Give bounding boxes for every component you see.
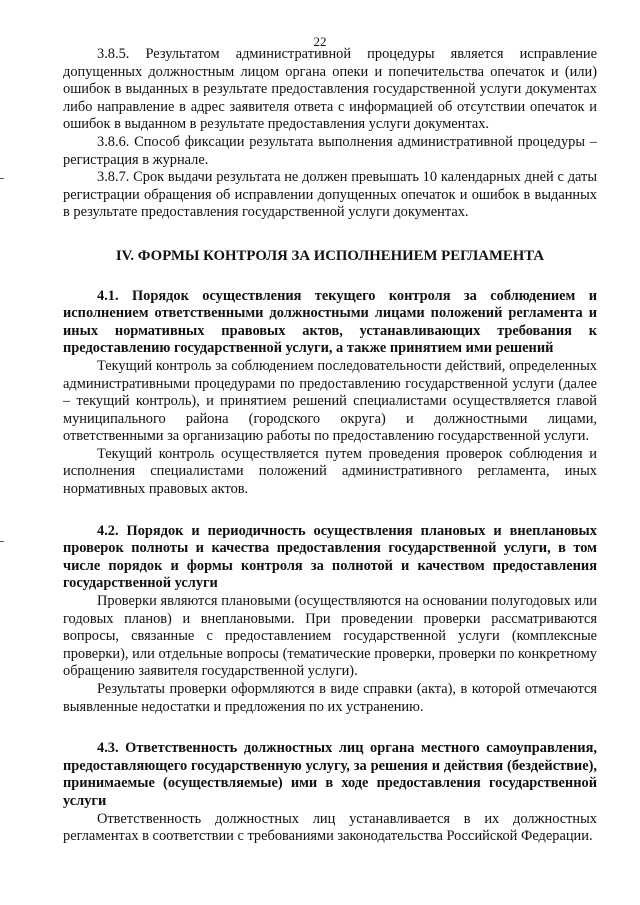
heading-4-3: 4.3. Ответственность должностных лиц органа местного самоуправления, предоставляющего государственную услугу, за решения и действия (бездействие), принимаемые (осуществляемые) ими в ходе предоставления государственной услуги bbox=[63, 740, 597, 809]
paragraph-3-8-5: 3.8.5. Результатом административной процедуры является исправление допущенных должностным лицом органа опеки и попечительства опечаток и (или) ошибок в выданных в результате предоставления государственной услуги документах либо направление в адрес заявителя ответа с информацией об отсутствии опечаток и ошибок в выданном в результате предоставления услуги документах. bbox=[63, 46, 597, 133]
document-body bbox=[63, 46, 597, 846]
heading-4-1: 4.1. Порядок осуществления текущего контроля за соблюдением и исполнением ответственными должностными лицами положений регламента и иных нормативных правовых актов, устанавливающих требования к предоставлению государственной услуги, а также принятием ими решений bbox=[63, 287, 597, 357]
paragraph-3-8-7: 3.8.7. Срок выдачи результата не должен превышать 10 календарных дней с даты регистрации обращения об исправлении допущенных опечаток и ошибок в выданных в результате предоставления государственной услуги документах. bbox=[63, 169, 597, 221]
spacer bbox=[63, 716, 597, 740]
paragraph-4-2-1: Проверки являются плановыми (осуществляются на основании полугодовых или годовых планов) и внеплановыми. При проведении проверки рассматриваются вопросы, связанные с предоставлением государственной услуги (комплексные проверки), или отдельные вопросы (тематические проверки, проверки по конкретному обращению заявителя государственной услуги). bbox=[63, 593, 597, 680]
page-number: 22 bbox=[313, 34, 327, 49]
section-title: IV. ФОРМЫ КОНТРОЛЯ ЗА ИСПОЛНЕНИЕМ РЕГЛАМЕНТА bbox=[115, 247, 545, 264]
paragraph-3-8-6: 3.8.6. Способ фиксации результата выполнения административной процедуры – регистрация в журнале. bbox=[63, 133, 597, 168]
margin-tick-mark bbox=[0, 541, 4, 542]
margin-tick-mark bbox=[0, 178, 4, 179]
paragraph-4-2-2: Результаты проверки оформляются в виде справки (акта), в которой отмечаются выявленные недостатки и предложения по их устранению. bbox=[63, 681, 597, 715]
heading-4-2: 4.2. Порядок и периодичность осуществления плановых и внеплановых проверок полноты и качества предоставления государственной услуги, в том числе порядок и формы контроля за полнотой и качеством предоставления государственной услуги bbox=[63, 522, 597, 592]
paragraph-4-3-1: Ответственность должностных лиц устанавливается в их должностных регламентах в соответствии с требованиями законодательства Российской Федерации. bbox=[63, 810, 597, 845]
paragraph-4-1-2: Текущий контроль осуществляется путем проведения проверок соблюдения и исполнения специалистами положений административного регламента, иных нормативных правовых актов. bbox=[63, 445, 597, 498]
paragraph-4-1-1: Текущий контроль за соблюдением последовательности действий, определенных административными процедурами по предоставлению государственной услуги (далее – текущий контроль), и принятием решений специалистами осуществляется главой муниципального района (городского округа) и должностными лицами, ответственными за организацию работы по предоставлению государственной услуги. bbox=[63, 357, 597, 445]
spacer bbox=[63, 499, 597, 523]
